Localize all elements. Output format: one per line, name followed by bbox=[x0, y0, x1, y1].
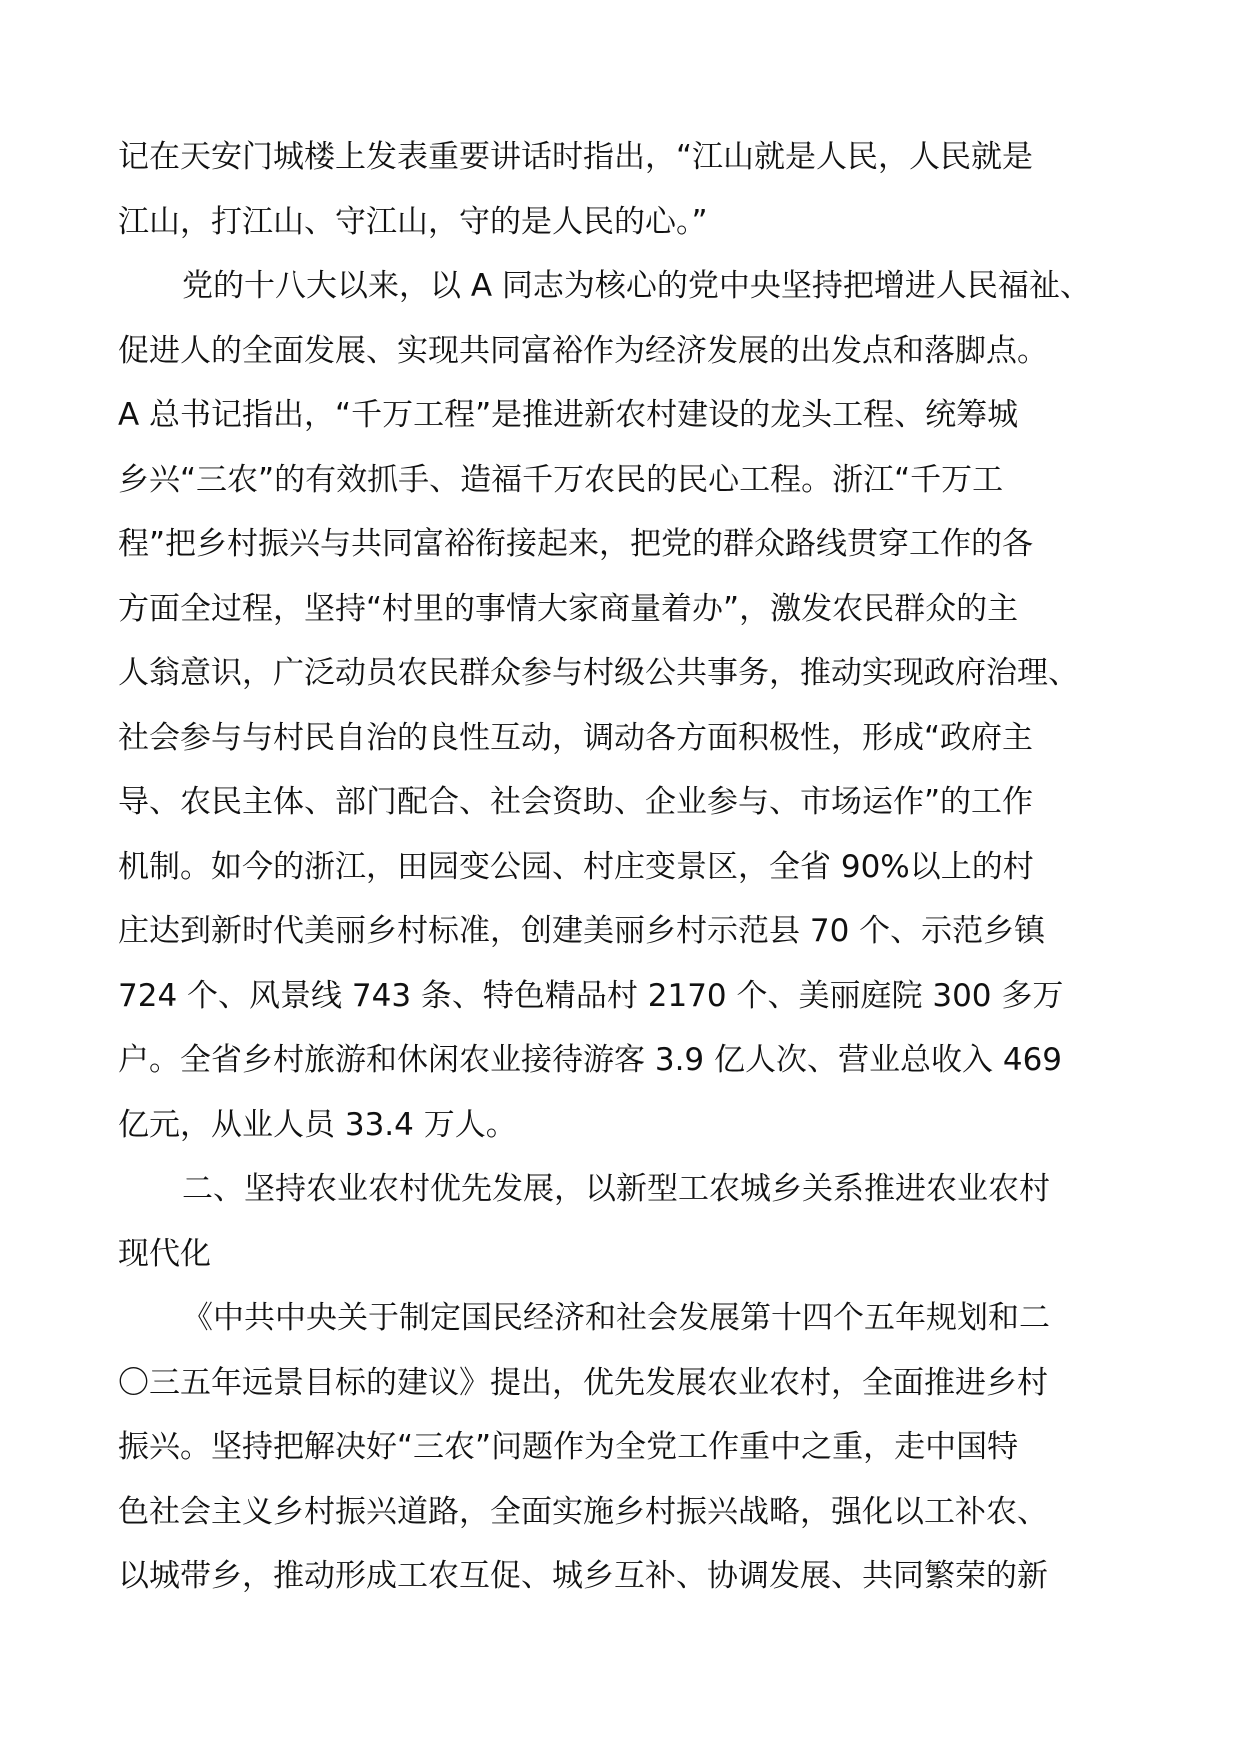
section-heading-line: 现代化 bbox=[118, 1235, 211, 1272]
text-line: 庄达到新时代美丽乡村标准，创建美丽乡村示范县 70 个、示范乡镇 bbox=[118, 913, 1046, 949]
text-line: 导、农民主体、部门配合、社会资助、企业参与、市场运作”的工作 bbox=[118, 784, 1034, 820]
text-line: 方面全过程，坚持“村里的事情大家商量着办”，激发农民群众的主 bbox=[118, 590, 1019, 627]
text-line: 江山，打江山、守江山，守的是人民的心。” bbox=[118, 203, 708, 240]
text-line: 人翁意识，广泛动员农民群众参与村级公共事务，推动实现政府治理、 bbox=[118, 655, 1079, 691]
text-line: A 总书记指出，“千万工程”是推进新农村建设的龙头工程、统筹城 bbox=[118, 397, 1019, 433]
text-line: 以城带乡，推动形成工农互促、城乡互补、协调发展、共同繁荣的新 bbox=[118, 1558, 1048, 1594]
text-line: 亿元，从业人员 33.4 万人。 bbox=[118, 1106, 517, 1143]
text-line: 户。全省乡村旅游和休闲农业接待游客 3.9 亿人次、营业总收入 469 bbox=[118, 1042, 1063, 1078]
paragraph-start-line: 党的十八大以来，以 A 同志为核心的党中央坚持把增进人民福祉、 bbox=[182, 268, 1091, 304]
paragraph-start-line: 《中共中央关于制定国民经济和社会发展第十四个五年规划和二 bbox=[182, 1300, 1050, 1336]
section-heading-line: 二、坚持农业农村优先发展，以新型工农城乡关系推进农业农村 bbox=[182, 1171, 1050, 1207]
text-line: 色社会主义乡村振兴道路，全面实施乡村振兴战略，强化以工补农、 bbox=[118, 1493, 1048, 1530]
text-line: 乡兴“三农”的有效抓手、造福千万农民的民心工程。浙江“千万工 bbox=[118, 461, 1004, 498]
text-line: 〇三五年远景目标的建议》提出，优先发展农业农村，全面推进乡村 bbox=[118, 1364, 1048, 1401]
text-line: 社会参与与村民自治的良性互动，调动各方面积极性，形成“政府主 bbox=[118, 719, 1034, 756]
text-line: 促进人的全面发展、实现共同富裕作为经济发展的出发点和落脚点。 bbox=[118, 332, 1048, 369]
text-line: 程”把乡村振兴与共同富裕衔接起来，把党的群众路线贯穿工作的各 bbox=[118, 526, 1034, 562]
body-text bbox=[118, 125, 1128, 1609]
text-line: 机制。如今的浙江，田园变公园、村庄变景区，全省 90%以上的村 bbox=[118, 848, 1034, 885]
text-line: 记在天安门城楼上发表重要讲话时指出，“江山就是人民，人民就是 bbox=[118, 139, 1034, 175]
text-line: 724 个、风景线 743 条、特色精品村 2170 个、美丽庭院 300 多万 bbox=[118, 977, 1064, 1014]
text-line: 振兴。坚持把解决好“三农”问题作为全党工作重中之重，走中国特 bbox=[118, 1429, 1019, 1465]
